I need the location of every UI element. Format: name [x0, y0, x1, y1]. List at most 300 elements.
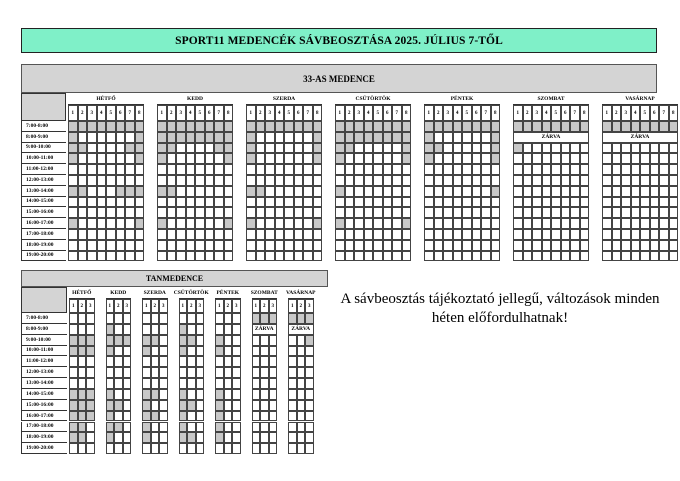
schedule-cell: [186, 218, 196, 229]
schedule-cell: [481, 132, 491, 143]
schedule-cell: [260, 400, 269, 411]
schedule-cell: [462, 186, 472, 197]
schedule-cell: [205, 132, 215, 143]
schedule-cell: [335, 197, 345, 208]
schedule-cell: [78, 346, 87, 357]
schedule-cell: [157, 121, 167, 132]
schedule-cell: [106, 324, 115, 335]
schedule-cell: [523, 207, 533, 218]
lane-number: 3: [354, 105, 364, 121]
schedule-cell: [167, 229, 177, 240]
schedule-cell: [78, 197, 88, 208]
schedule-cell: [392, 132, 402, 143]
schedule-cell: [157, 197, 167, 208]
time-slot-label: 9:00-10:00: [21, 143, 66, 154]
schedule-cell: [260, 443, 269, 454]
schedule-cell: [265, 143, 275, 154]
schedule-cell: [205, 197, 215, 208]
schedule-cell: [86, 400, 95, 411]
schedule-cell: [252, 335, 261, 346]
schedule-cell: [269, 411, 278, 422]
time-slot-label: 7:00-8:00: [21, 313, 67, 324]
day-header: SZERDA: [246, 93, 322, 105]
schedule-cell: [275, 197, 285, 208]
lane-number: 1: [252, 299, 261, 313]
schedule-cell: [491, 218, 501, 229]
schedule-cell: [87, 143, 97, 154]
schedule-cell: [106, 313, 115, 324]
schedule-cell: [462, 229, 472, 240]
schedule-cell: [125, 207, 135, 218]
schedule-cell: [669, 218, 679, 229]
schedule-cell: [97, 121, 107, 132]
schedule-cell: [69, 335, 78, 346]
schedule-cell: [659, 240, 669, 251]
schedule-cell: [513, 121, 523, 132]
schedule-cell: [125, 240, 135, 251]
schedule-cell: [78, 356, 87, 367]
schedule-cell: [612, 186, 622, 197]
schedule-cell: [580, 240, 590, 251]
schedule-cell: [294, 251, 304, 262]
schedule-cell: [78, 240, 88, 251]
schedule-cell: [142, 346, 151, 357]
schedule-cell: [187, 313, 196, 324]
schedule-cell: [640, 121, 650, 132]
schedule-cell: [135, 240, 145, 251]
schedule-cell: [472, 121, 482, 132]
schedule-cell: [373, 197, 383, 208]
schedule-cell: [383, 251, 393, 262]
schedule-cell: [472, 240, 482, 251]
day-header: PÉNTEK: [215, 287, 241, 299]
schedule-cell: [214, 218, 224, 229]
schedule-cell: [434, 218, 444, 229]
schedule-cell: [179, 432, 188, 443]
time-slot-label: 11:00-12:00: [21, 356, 67, 367]
schedule-cell: [135, 218, 145, 229]
schedule-cell: [142, 367, 151, 378]
schedule-cell: [580, 153, 590, 164]
schedule-cell: [135, 132, 145, 143]
schedule-cell: [68, 175, 78, 186]
schedule-cell: [68, 121, 78, 132]
schedule-cell: [224, 367, 233, 378]
schedule-cell: [297, 313, 306, 324]
schedule-cell: [297, 356, 306, 367]
schedule-cell: [176, 132, 186, 143]
schedule-cell: [481, 143, 491, 154]
schedule-cell: [116, 240, 126, 251]
schedule-cell: [303, 240, 313, 251]
schedule-cell: [297, 400, 306, 411]
schedule-cell: [97, 197, 107, 208]
schedule-cell: [383, 186, 393, 197]
schedule-cell: [373, 132, 383, 143]
schedule-cell: [570, 251, 580, 262]
schedule-cell: [551, 186, 561, 197]
schedule-cell: [612, 207, 622, 218]
schedule-cell: [252, 356, 261, 367]
schedule-cell: [106, 432, 115, 443]
schedule-cell: [513, 240, 523, 251]
schedule-cell: [275, 132, 285, 143]
schedule-cell: [402, 143, 412, 154]
schedule-cell: [434, 197, 444, 208]
schedule-cell: [570, 197, 580, 208]
schedule-cell: [68, 132, 78, 143]
schedule-cell: [462, 240, 472, 251]
schedule-cell: [106, 422, 115, 433]
schedule-cell: [157, 164, 167, 175]
time-slot-label: 15:00-16:00: [21, 207, 66, 218]
schedule-cell: [69, 432, 78, 443]
schedule-cell: [159, 422, 168, 433]
schedule-cell: [305, 432, 314, 443]
lane-number: 2: [78, 105, 88, 121]
lane-number: 2: [224, 299, 233, 313]
lane-number: 3: [176, 105, 186, 121]
schedule-cell: [97, 153, 107, 164]
schedule-cell: [215, 335, 224, 346]
schedule-cell: [78, 367, 87, 378]
lane-number: 2: [434, 105, 444, 121]
schedule-cell: [69, 346, 78, 357]
schedule-cell: [125, 218, 135, 229]
schedule-cell: [612, 121, 622, 132]
schedule-cell: [335, 207, 345, 218]
schedule-cell: [491, 229, 501, 240]
schedule-cell: [214, 251, 224, 262]
schedule-cell: [345, 240, 355, 251]
lane-number: 4: [364, 105, 374, 121]
schedule-cell: [640, 251, 650, 262]
schedule-cell: [462, 164, 472, 175]
day-header: SZOMBAT: [252, 287, 278, 299]
schedule-cell: [195, 218, 205, 229]
schedule-cell: [542, 164, 552, 175]
schedule-cell: [214, 121, 224, 132]
schedule-cell: [392, 229, 402, 240]
lane-number: 6: [472, 105, 482, 121]
schedule-cell: [532, 143, 542, 154]
schedule-cell: [313, 175, 323, 186]
schedule-cell: [97, 207, 107, 218]
schedule-cell: [424, 207, 434, 218]
schedule-cell: [123, 411, 132, 422]
schedule-cell: [288, 432, 297, 443]
lane-number: 1: [68, 105, 78, 121]
schedule-cell: [246, 175, 256, 186]
schedule-cell: [612, 218, 622, 229]
schedule-cell: [114, 432, 123, 443]
schedule-cell: [551, 143, 561, 154]
schedule-cell: [151, 346, 160, 357]
schedule-cell: [602, 153, 612, 164]
schedule-cell: [214, 240, 224, 251]
schedule-cell: [443, 153, 453, 164]
schedule-cell: [275, 251, 285, 262]
schedule-cell: [561, 143, 571, 154]
schedule-cell: [621, 197, 631, 208]
schedule-cell: [114, 443, 123, 454]
schedule-cell: [345, 164, 355, 175]
schedule-cell: [97, 186, 107, 197]
schedule-cell: [580, 218, 590, 229]
schedule-cell: [78, 207, 88, 218]
schedule-cell: [434, 207, 444, 218]
schedule-cell: [215, 378, 224, 389]
schedule-cell: [246, 218, 256, 229]
schedule-cell: [196, 389, 205, 400]
schedule-cell: [570, 186, 580, 197]
schedule-cell: [78, 164, 88, 175]
lane-number: 2: [612, 105, 622, 121]
schedule-cell: [142, 324, 151, 335]
schedule-cell: [288, 411, 297, 422]
schedule-cell: [383, 197, 393, 208]
schedule-cell: [392, 186, 402, 197]
schedule-cell: [78, 324, 87, 335]
schedule-cell: [542, 197, 552, 208]
schedule-cell: [68, 143, 78, 154]
schedule-cell: [383, 143, 393, 154]
schedule-cell: [196, 378, 205, 389]
schedule-cell: [373, 121, 383, 132]
schedule-cell: [472, 143, 482, 154]
schedule-cell: [640, 175, 650, 186]
schedule-cell: [256, 153, 266, 164]
schedule-cell: [453, 153, 463, 164]
schedule-cell: [86, 422, 95, 433]
schedule-cell: [570, 164, 580, 175]
schedule-cell: [142, 422, 151, 433]
schedule-cell: [205, 121, 215, 132]
schedule-cell: [561, 153, 571, 164]
closed-label: ZÁRVA: [288, 324, 314, 335]
lane-number: 2: [114, 299, 123, 313]
schedule-cell: [345, 132, 355, 143]
schedule-cell: [106, 443, 115, 454]
lane-number: 8: [491, 105, 501, 121]
schedule-cell: [275, 121, 285, 132]
schedule-cell: [288, 400, 297, 411]
schedule-cell: [288, 443, 297, 454]
schedule-cell: [288, 422, 297, 433]
schedule-cell: [215, 422, 224, 433]
schedule-cell: [87, 197, 97, 208]
schedule-cell: [297, 422, 306, 433]
schedule-cell: [142, 378, 151, 389]
schedule-cell: [157, 229, 167, 240]
schedule-cell: [116, 251, 126, 262]
schedule-cell: [224, 378, 233, 389]
schedule-cell: [224, 143, 234, 154]
schedule-cell: [297, 443, 306, 454]
schedule-cell: [265, 229, 275, 240]
schedule-cell: [631, 175, 641, 186]
schedule-cell: [491, 164, 501, 175]
schedule-cell: [214, 153, 224, 164]
schedule-cell: [523, 197, 533, 208]
schedule-cell: [114, 367, 123, 378]
schedule-cell: [669, 229, 679, 240]
schedule-cell: [86, 324, 95, 335]
schedule-cell: [187, 335, 196, 346]
schedule-cell: [561, 229, 571, 240]
schedule-cell: [78, 422, 87, 433]
schedule-cell: [116, 197, 126, 208]
schedule-cell: [114, 335, 123, 346]
schedule-cell: [68, 197, 78, 208]
schedule-cell: [114, 422, 123, 433]
schedule-cell: [196, 367, 205, 378]
day-header: SZOMBAT: [513, 93, 589, 105]
schedule-cell: [364, 175, 374, 186]
schedule-cell: [135, 186, 145, 197]
schedule-cell: [135, 164, 145, 175]
schedule-cell: [159, 356, 168, 367]
schedule-cell: [453, 132, 463, 143]
schedule-cell: [602, 164, 612, 175]
schedule-cell: [313, 186, 323, 197]
time-slot-label: 14:00-15:00: [21, 389, 67, 400]
schedule-cell: [86, 443, 95, 454]
schedule-cell: [650, 164, 660, 175]
schedule-cell: [252, 411, 261, 422]
lane-number: 6: [383, 105, 393, 121]
schedule-cell: [159, 313, 168, 324]
schedule-cell: [176, 197, 186, 208]
schedule-cell: [205, 175, 215, 186]
schedule-cell: [345, 197, 355, 208]
lane-number: 2: [345, 105, 355, 121]
schedule-cell: [106, 197, 116, 208]
schedule-cell: [176, 218, 186, 229]
schedule-cell: [335, 229, 345, 240]
schedule-cell: [123, 324, 132, 335]
schedule-cell: [392, 197, 402, 208]
schedule-cell: [260, 313, 269, 324]
schedule-cell: [297, 367, 306, 378]
schedule-cell: [659, 229, 669, 240]
schedule-cell: [215, 432, 224, 443]
schedule-cell: [335, 218, 345, 229]
schedule-cell: [142, 432, 151, 443]
schedule-cell: [621, 218, 631, 229]
schedule-cell: [106, 121, 116, 132]
schedule-cell: [513, 164, 523, 175]
schedule-cell: [157, 207, 167, 218]
schedule-cell: [313, 251, 323, 262]
day-header: CSÜTÖRTÖK: [179, 287, 205, 299]
schedule-cell: [612, 164, 622, 175]
schedule-cell: [69, 356, 78, 367]
schedule-cell: [125, 153, 135, 164]
schedule-cell: [297, 335, 306, 346]
schedule-cell: [78, 175, 88, 186]
schedule-cell: [275, 218, 285, 229]
schedule-cell: [106, 132, 116, 143]
schedule-cell: [313, 153, 323, 164]
lane-number: 6: [561, 105, 571, 121]
schedule-cell: [313, 132, 323, 143]
schedule-cell: [424, 218, 434, 229]
schedule-cell: [187, 422, 196, 433]
schedule-cell: [481, 197, 491, 208]
lane-number: 1: [246, 105, 256, 121]
schedule-cell: [78, 153, 88, 164]
schedule-cell: [453, 229, 463, 240]
schedule-cell: [187, 324, 196, 335]
schedule-cell: [621, 143, 631, 154]
schedule-cell: [354, 240, 364, 251]
schedule-cell: [631, 207, 641, 218]
day-header: SZERDA: [142, 287, 168, 299]
schedule-cell: [305, 411, 314, 422]
schedule-cell: [87, 229, 97, 240]
schedule-cell: [167, 164, 177, 175]
schedule-cell: [78, 400, 87, 411]
schedule-cell: [313, 207, 323, 218]
schedule-cell: [294, 207, 304, 218]
schedule-cell: [260, 411, 269, 422]
schedule-cell: [265, 132, 275, 143]
schedule-cell: [294, 186, 304, 197]
page-title: SPORT11 MEDENCÉK SÁVBEOSZTÁSA 2025. JÚLIUS 7-TŐL: [21, 28, 657, 53]
schedule-cell: [186, 132, 196, 143]
schedule-cell: [542, 207, 552, 218]
schedule-cell: [135, 197, 145, 208]
schedule-cell: [69, 389, 78, 400]
schedule-cell: [205, 186, 215, 197]
schedule-cell: [232, 422, 241, 433]
schedule-cell: [523, 164, 533, 175]
time-slot-label: 14:00-15:00: [21, 197, 66, 208]
schedule-cell: [551, 164, 561, 175]
schedule-cell: [424, 143, 434, 154]
lane-number: 3: [86, 299, 95, 313]
schedule-cell: [284, 240, 294, 251]
schedule-cell: [195, 229, 205, 240]
schedule-cell: [215, 313, 224, 324]
schedule-cell: [87, 164, 97, 175]
schedule-cell: [269, 356, 278, 367]
schedule-cell: [462, 197, 472, 208]
schedule-cell: [151, 422, 160, 433]
schedule-cell: [513, 197, 523, 208]
schedule-cell: [275, 143, 285, 154]
schedule-cell: [260, 335, 269, 346]
schedule-cell: [260, 389, 269, 400]
schedule-cell: [232, 324, 241, 335]
schedule-cell: [224, 422, 233, 433]
schedule-cell: [265, 121, 275, 132]
schedule-cell: [354, 121, 364, 132]
schedule-cell: [453, 251, 463, 262]
schedule-cell: [453, 164, 463, 175]
schedule-cell: [176, 175, 186, 186]
schedule-cell: [491, 175, 501, 186]
schedule-cell: [176, 164, 186, 175]
schedule-cell: [256, 175, 266, 186]
schedule-cell: [246, 121, 256, 132]
schedule-cell: [224, 121, 234, 132]
schedule-cell: [580, 207, 590, 218]
schedule-cell: [402, 121, 412, 132]
schedule-cell: [491, 143, 501, 154]
schedule-cell: [523, 251, 533, 262]
